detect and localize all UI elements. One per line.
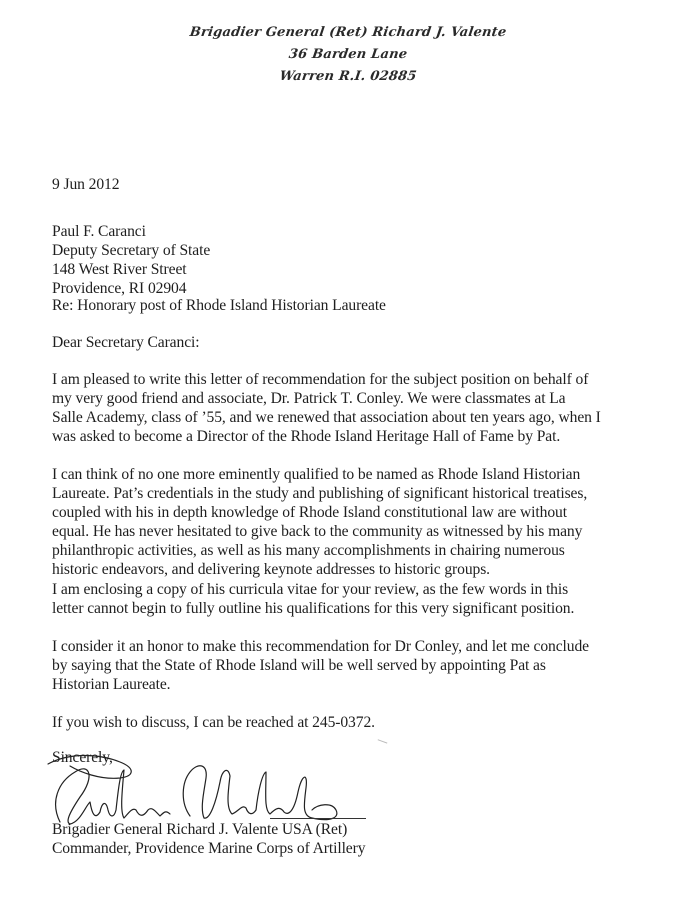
recipient-city: Providence, RI 02904 xyxy=(52,280,187,297)
recipient-address xyxy=(52,222,652,298)
letterhead-name: Brigadier General (Ret) Richard J. Valente xyxy=(188,25,508,40)
paragraph-line: my very good friend and associate, Dr. Patrick T. Conley. We were classmates at La xyxy=(52,390,566,407)
paragraph-line: coupled with his in depth knowledge of Rhode Island constitutional law are without xyxy=(52,504,567,521)
salutation: Dear Secretary Caranci: xyxy=(52,334,200,351)
paragraph-line: I am pleased to write this letter of recommendation for the subject position on behalf of xyxy=(52,371,589,388)
letterhead xyxy=(0,22,696,88)
signer-title: Commander, Providence Marine Corps of Artillery xyxy=(52,840,366,857)
letterhead-street: 36 Barden Lane xyxy=(287,47,409,62)
paragraph-line: I consider it an honor to make this recommendation for Dr Conley, and let me conclude xyxy=(52,638,589,655)
paragraph-line: was asked to become a Director of the Rhode Island Heritage Hall of Fame by Pat. xyxy=(52,428,561,445)
letterhead-city: Warren R.I. 02885 xyxy=(278,69,418,84)
paragraph xyxy=(52,637,652,694)
subject-line: Re: Honorary post of Rhode Island Historian Laureate xyxy=(52,297,386,314)
scan-artifact xyxy=(378,736,389,743)
closing: Sincerely, xyxy=(52,749,113,766)
paragraph-line: letter cannot begin to fully outline his qualifications for this very significant position. xyxy=(52,600,575,617)
paragraph-line: by saying that the State of Rhode Island will be well served by appointing Pat as xyxy=(52,657,546,674)
paragraph-line: I am enclosing a copy of his curricula vitae for your review, as the few words in this xyxy=(52,581,569,598)
letter-date: 9 Jun 2012 xyxy=(52,176,120,193)
recipient-name: Paul F. Caranci xyxy=(52,223,146,240)
paragraph-line: equal. He has never hesitated to give back to the community as witnessed by his many xyxy=(52,523,583,540)
paragraph-line: Historian Laureate. xyxy=(52,676,171,693)
signature-line xyxy=(270,818,366,819)
paragraph xyxy=(52,465,652,579)
paragraph xyxy=(52,713,652,732)
paragraph-line: If you wish to discuss, I can be reached at 245-0372. xyxy=(52,714,375,731)
paragraph-line: Laureate. Pat’s credentials in the study and publishing of significant historical treatises, xyxy=(52,485,588,502)
recipient-title: Deputy Secretary of State xyxy=(52,242,211,259)
paragraph-line: philanthropic activities, as well as his many accomplishments in chairing numerous xyxy=(52,542,565,559)
recipient-street: 148 West River Street xyxy=(52,261,187,278)
paragraph-line: Salle Academy, class of ’55, and we renewed that association about ten years ago, when I xyxy=(52,409,601,426)
paragraph-line: historic endeavors, and delivering keynote addresses to historic groups. xyxy=(52,561,490,578)
paragraph xyxy=(52,370,652,446)
paragraph-line: I can think of no one more eminently qualified to be named as Rhode Island Historian xyxy=(52,466,581,483)
paragraph xyxy=(52,580,652,618)
signer-name: Brigadier General Richard J. Valente USA (Ret) xyxy=(52,821,348,838)
